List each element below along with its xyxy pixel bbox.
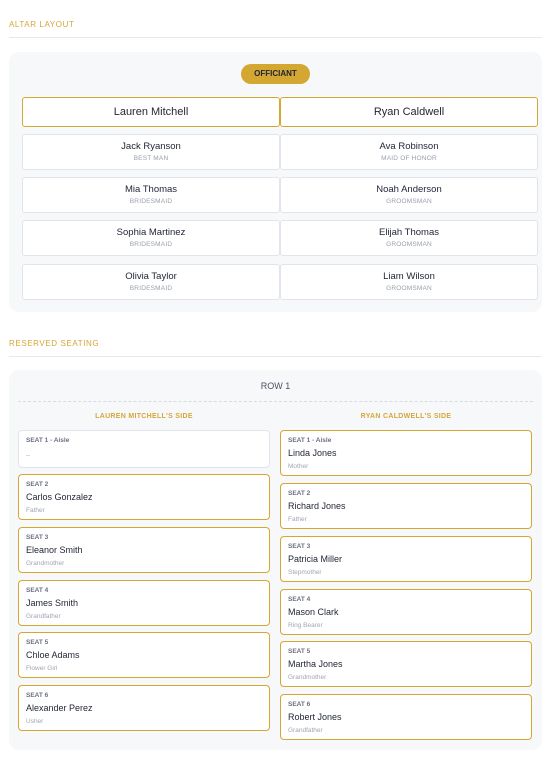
seat-card[interactable] <box>280 430 532 476</box>
seat-number: SEAT 2 <box>288 490 311 497</box>
party-role: GROOMSMAN <box>386 285 432 292</box>
partner-left-card[interactable]: Lauren Mitchell <box>22 97 280 127</box>
seat-card[interactable] <box>18 685 270 731</box>
guest-name: Mason Clark <box>288 607 339 617</box>
party-role: BRIDESMAID <box>129 285 173 292</box>
guest-role: Usher <box>26 718 44 725</box>
guest-role: Flower Girl <box>26 665 58 672</box>
seat-number: SEAT 3 <box>288 543 311 550</box>
wedding-party-card[interactable] <box>280 177 538 213</box>
seat-number: SEAT 4 <box>288 596 311 603</box>
seat-card[interactable] <box>18 474 270 520</box>
seat-placeholder: -- <box>26 452 31 459</box>
party-name: Ava Robinson <box>379 141 439 152</box>
guest-name: Robert Jones <box>288 712 342 722</box>
wedding-party-card[interactable] <box>280 134 538 170</box>
seat-number: SEAT 4 <box>26 587 49 594</box>
officiant-badge[interactable]: OFFICIANT <box>241 64 310 84</box>
party-name: Jack Ryanson <box>121 141 181 152</box>
seat-card[interactable] <box>280 589 532 635</box>
guest-name: Linda Jones <box>288 448 337 458</box>
party-name: Olivia Taylor <box>125 271 177 282</box>
guest-role: Father <box>26 507 45 514</box>
wedding-party-card[interactable] <box>22 134 280 170</box>
seat-card[interactable] <box>280 641 532 687</box>
party-role: BRIDESMAID <box>129 241 173 248</box>
guest-name: Martha Jones <box>288 659 343 669</box>
seat-card[interactable] <box>280 536 532 582</box>
seat-card[interactable] <box>280 694 532 740</box>
seat-card[interactable] <box>280 483 532 529</box>
seat-card[interactable] <box>18 580 270 626</box>
guest-name: Richard Jones <box>288 501 346 511</box>
guest-role: Grandmother <box>26 560 65 567</box>
left-side-label: LAUREN MITCHELL'S SIDE <box>95 413 193 420</box>
party-role: BEST MAN <box>133 155 169 162</box>
seat-number: SEAT 3 <box>26 534 49 541</box>
party-name: Noah Anderson <box>376 184 442 195</box>
seat-card-empty[interactable] <box>18 430 270 468</box>
seat-number: SEAT 5 <box>288 648 311 655</box>
seat-number: SEAT 2 <box>26 481 49 488</box>
wedding-party-card[interactable] <box>22 220 280 256</box>
altar-divider <box>9 37 542 38</box>
guest-name: Patricia Miller <box>288 554 343 564</box>
party-role: GROOMSMAN <box>386 241 432 248</box>
guest-name: Eleanor Smith <box>26 545 83 555</box>
guest-role: Ring Bearer <box>288 622 323 629</box>
guest-role: Grandfather <box>288 727 323 734</box>
party-role: BRIDESMAID <box>129 198 173 205</box>
guest-role: Father <box>288 516 307 523</box>
wedding-party-card[interactable] <box>280 220 538 256</box>
seat-card[interactable] <box>18 527 270 573</box>
seat-number: SEAT 1 - Aisle <box>26 437 70 444</box>
party-name: Sophia Martinez <box>116 227 186 238</box>
party-name: Mia Thomas <box>124 184 178 195</box>
seat-card[interactable] <box>18 632 270 678</box>
party-name: Liam Wilson <box>383 271 435 282</box>
guest-name: Chloe Adams <box>26 650 80 660</box>
row-divider <box>18 401 533 402</box>
seat-number: SEAT 6 <box>288 701 311 708</box>
guest-role: Mother <box>288 463 309 470</box>
altar-section-title: ALTAR LAYOUT <box>9 20 75 29</box>
party-name: Elijah Thomas <box>378 227 440 238</box>
seating-divider <box>9 356 542 357</box>
guest-role: Grandfather <box>26 613 61 620</box>
guest-role: Stepmother <box>288 569 322 576</box>
right-side-label: RYAN CALDWELL'S SIDE <box>360 413 452 420</box>
party-role: MAID OF HONOR <box>381 155 437 162</box>
seating-section-title: RESERVED SEATING <box>9 339 100 348</box>
wedding-party-card[interactable] <box>22 264 280 300</box>
guest-name: James Smith <box>26 598 79 608</box>
seat-number: SEAT 1 - Aisle <box>288 437 332 444</box>
party-role: GROOMSMAN <box>386 198 432 205</box>
seat-number: SEAT 6 <box>26 692 49 699</box>
partner-right-card[interactable]: Ryan Caldwell <box>280 97 538 127</box>
guest-name: Alexander Perez <box>26 703 93 713</box>
guest-name: Carlos Gonzalez <box>26 492 93 502</box>
wedding-party-card[interactable] <box>280 264 538 300</box>
row-label: ROW 1 <box>260 381 291 391</box>
seat-number: SEAT 5 <box>26 639 49 646</box>
wedding-party-card[interactable] <box>22 177 280 213</box>
guest-role: Grandmother <box>288 674 327 681</box>
